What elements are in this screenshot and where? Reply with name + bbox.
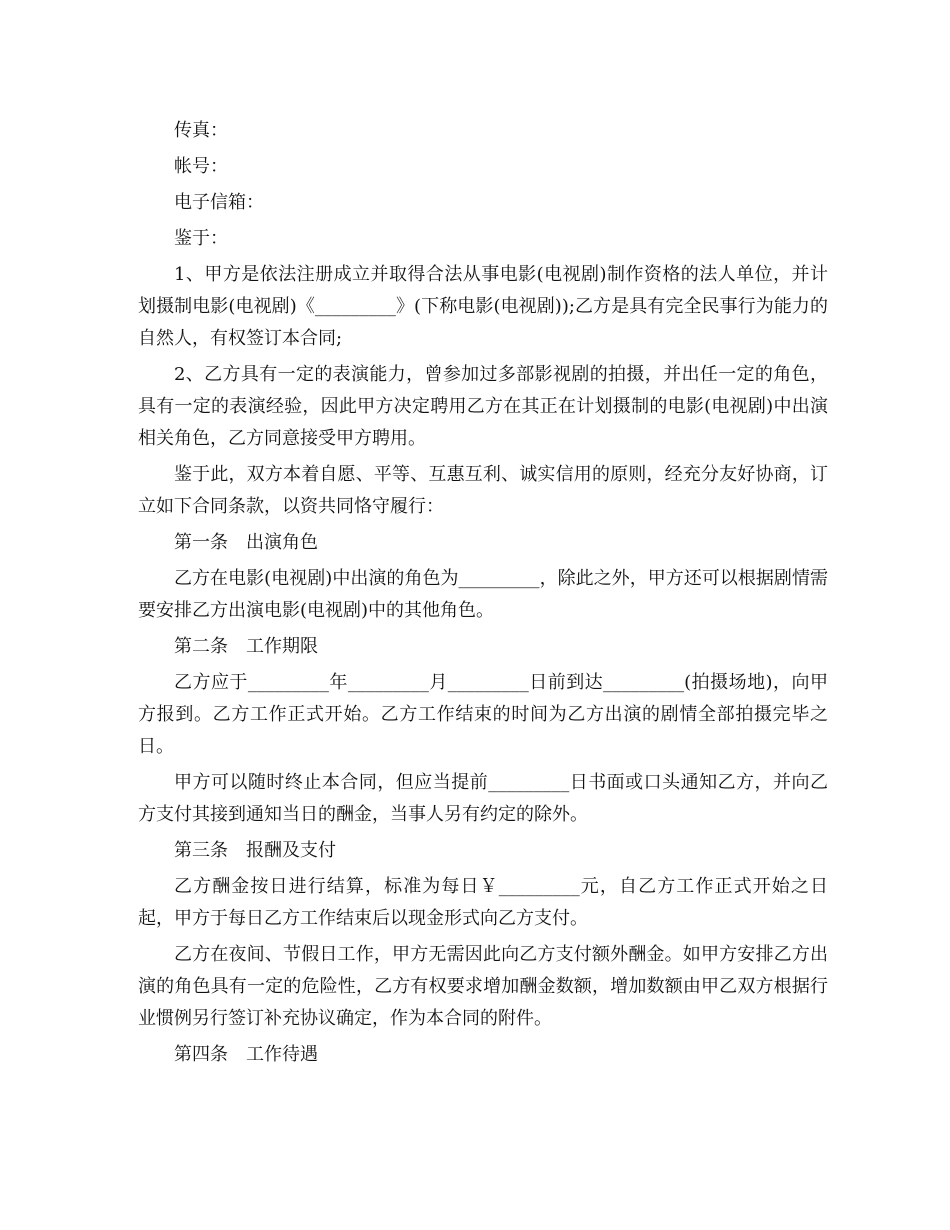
article-3-title: 第三条 报酬及支付 [174, 840, 336, 861]
account-label: 帐号： [174, 156, 228, 177]
article-1-title: 第一条 出演角色 [174, 532, 318, 553]
article-3-text-1: 乙方酬金按日进行结算，标准为每日￥_________元，自乙方工作正式开始之日起，甲方于每日乙方工作结束后以现金形式向乙方支付。 [138, 876, 828, 929]
recital-1: 1、甲方是依法注册成立并取得合法从事电影(电视剧)制作资格的法人单位，并计划摄制电影(电视剧)《_________》(下称电影(电视剧));乙方是具有完全民事行为能力的自然人，有权签订本合同; [138, 264, 828, 349]
fax-label: 传真： [174, 120, 228, 141]
article-2-title: 第二条 工作期限 [174, 636, 318, 657]
document-body [138, 115, 828, 1075]
article-3-text-2: 乙方在夜间、节假日工作，甲方无需因此向乙方支付额外酬金。如甲方安排乙方出演的角色具有一定的危险性，乙方有权要求增加酬金数额，增加数额由甲乙双方根据行业惯例另行签订补充协议确定，作为本合同的附件。 [138, 944, 828, 1029]
article-4-title: 第四条 工作待遇 [174, 1044, 318, 1065]
article-1-text: 乙方在电影(电视剧)中出演的角色为_________，除此之外，甲方还可以根据剧情需要安排乙方出演电影(电视剧)中的其他角色。 [138, 568, 828, 621]
recital-2: 2、乙方具有一定的表演能力，曾参加过多部影视剧的拍摄，并出任一定的角色，具有一定的表演经验，因此甲方决定聘用乙方在其正在计划摄制的电影(电视剧)中出演相关角色，乙方同意接受甲方聘用。 [138, 364, 828, 449]
article-2-text-1: 乙方应于_________年_________月_________日前到达_________(拍摄场地)，向甲方报到。乙方工作正式开始。乙方工作结束的时间为乙方出演的剧情全部拍摄完毕之日。 [138, 672, 828, 757]
email-label: 电子信箱： [174, 192, 264, 213]
preamble: 鉴于此，双方本着自愿、平等、互惠互利、诚实信用的原则，经充分友好协商，订立如下合同条款，以资共同恪守履行： [138, 464, 828, 517]
whereas-label: 鉴于： [174, 228, 228, 249]
article-2-text-2: 甲方可以随时终止本合同，但应当提前_________日书面或口头通知乙方，并向乙方支付其接到通知当日的酬金，当事人另有约定的除外。 [138, 772, 828, 825]
